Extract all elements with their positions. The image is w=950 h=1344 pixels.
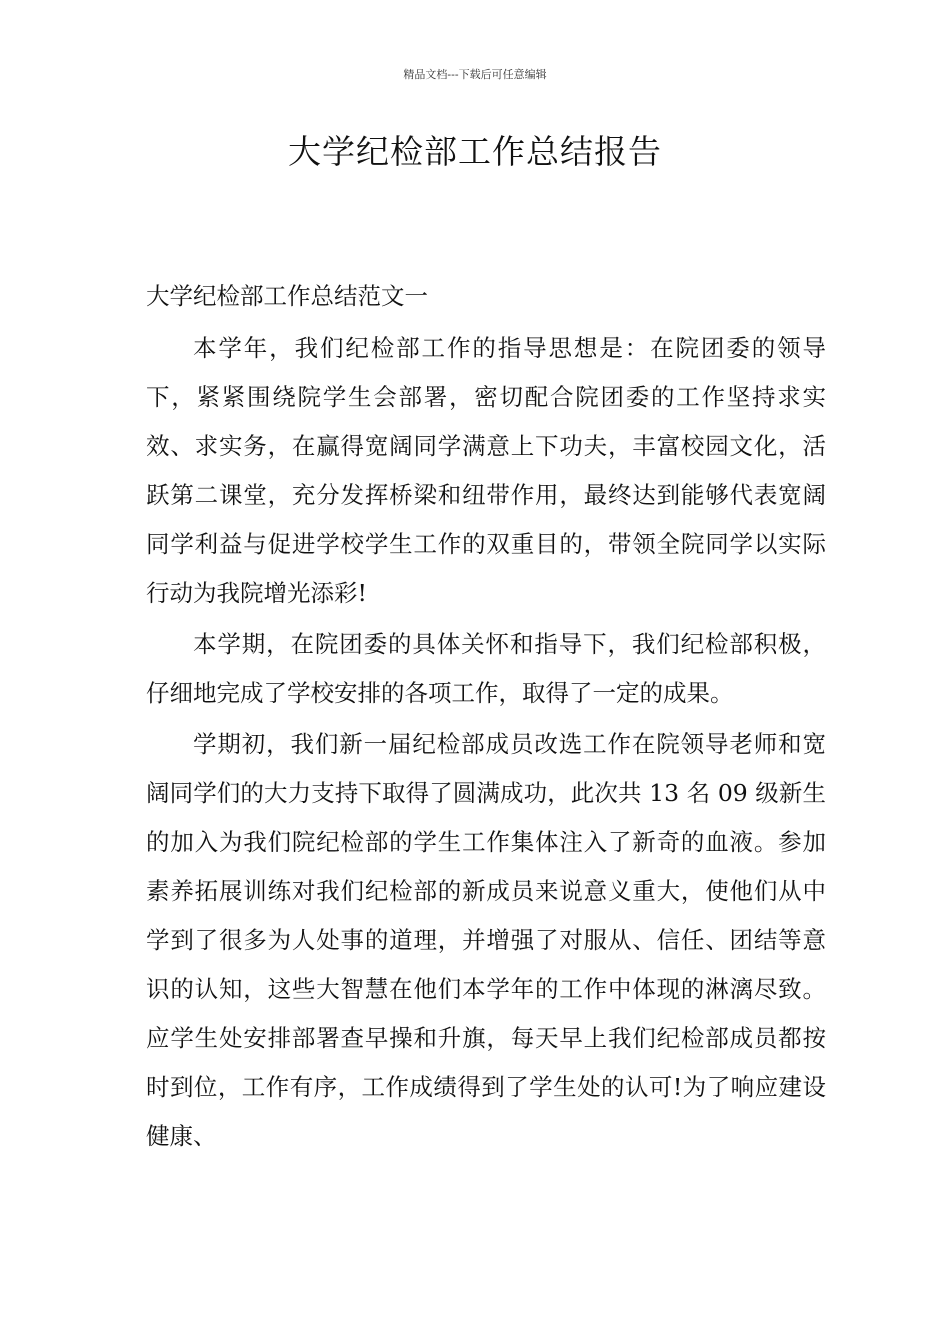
paragraph-2: 本学期，在院团委的具体关怀和指导下，我们纪检部积极，仔细地完成了学校安排的各项工作，取得了一定的成果。: [146, 630, 826, 707]
paragraph-1: 本学年，我们纪检部工作的指导思想是：在院团委的领导下，紧紧围绕院学生会部署，密切配合院团委的工作坚持求实效、求实务，在赢得宽阔同学满意上下功夫，丰富校园文化，活跃第二课堂，充分发挥桥梁和纽带作用，最终达到能够代表宽阔同学利益与促进学校学生工作的双重目的，带领全院同学以实际行动为我院增光添彩!: [146, 334, 826, 607]
document-title: 大学纪检部工作总结报告: [288, 132, 662, 171]
section-heading: 大学纪检部工作总结范文一: [146, 282, 428, 310]
header-note: 精品文档---下载后可任意编辑: [403, 68, 547, 81]
paragraph-3: 学期初，我们新一届纪检部成员改选工作在院领导老师和宽阔同学们的大力支持下取得了圆满成功，此次共 13 名 09 级新生的加入为我们院纪检部的学生工作集体注入了新奇的血液。参加素养拓展训练对我们纪检部的新成员来说意义重大，使他们从中学到了很多为人处事的道理，并增强了对服从、信任、团结等意识的认知，这些大智慧在他们本学年的工作中体现的淋漓尽致。应学生处安排部署查早操和升旗，每天早上我们纪检部成员都按时到位，工作有序，工作成绩得到了学生处的认可!为了响应建设健康、: [146, 730, 826, 1150]
document-body: [146, 272, 826, 1163]
